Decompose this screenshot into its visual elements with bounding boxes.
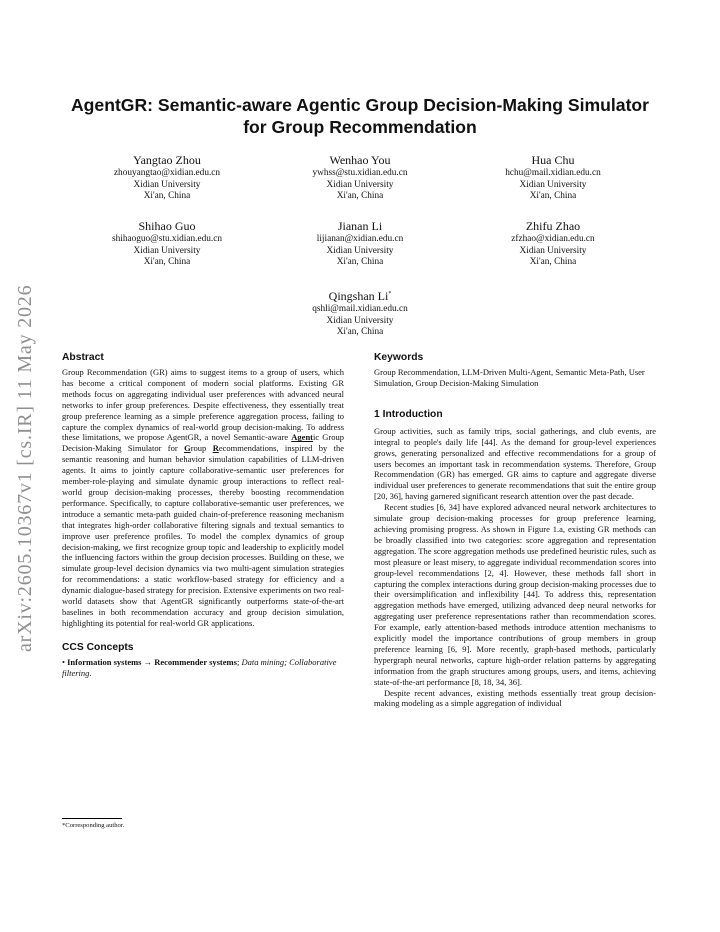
intro-paragraph: Recent studies [6, 34] have explored advanced neural network architectures to simulate group decision-making processes for group preference learning, achieving promising progress. As shown in Figure 1.a, existing GR methods can be broadly classified into two categories: score aggregation and representation aggregation. The score aggregation methods use predefined heuristic rules, such as most pleasure or least misery, to aggregate individual recommendation scores into group-level recommendations [2, 4]. However, these methods fall short in capturing the complex interactions during group decision-making processes due to their oversimplification and inflexibility [44]. To address this, representation aggregation methods have emerged, utilizing advanced deep neural networks for aggregating user preference representations rather than recommendation scores. For example, early attention-based methods introduce attention mechanisms to explicitly model the importance contributions of group members in group preference learning [6, 9]. More recently, graph-based methods, particularly hypergraph neural networks, capture high-order relation patterns by aggregating information from the graph structures among groups, users, and items, achieving state-of-the-art performance [8, 18, 34, 36]. (374, 502, 656, 687)
author-affiliation: Xidian University (519, 179, 587, 190)
author-affiliation: Xidian University (326, 245, 394, 256)
author-email: shihaoguo@stu.xidian.edu.cn (111, 234, 223, 244)
author-location: Xi'an, China (529, 191, 577, 201)
author-name: Jianan Li (337, 219, 383, 233)
author-block (453, 152, 653, 203)
intro-paragraph: Group activities, such as family trips, social gatherings, and club events, are integral to people's daily life [44]. As the demand for group-level experiences grows, generating personalized and effective recommendations for a group of users becomes an important task in recommendation systems. Therefore, Group Recommendation (GR) has emerged. GR aims to capture and aggregate diverse individual user preferences to generate recommendations that suit the entire group [20, 36], having garnered significant research attention over the past decade. (374, 425, 656, 502)
author-location: Xi'an, China (336, 327, 384, 337)
abstract-heading: Abstract (62, 352, 104, 363)
abstract-underline: G (184, 443, 191, 454)
ccs-bold: Information systems → Recommender systems (67, 656, 237, 667)
ccs-italic: Data mining; Collaborative filtering (62, 656, 337, 678)
author-name: Shihao Guo (138, 219, 196, 233)
author-location: Xi'an, China (336, 191, 384, 201)
author-email: zhouyangtao@xidian.edu.cn (113, 168, 221, 178)
author-email: lijianan@xidian.edu.cn (316, 234, 404, 244)
keywords-text: Group Recommendation, LLM-Driven Multi-Agent, Semantic Meta-Path, User Simulation, Group Decision-Making Simulation (374, 367, 645, 388)
author-affiliation: Xidian University (133, 179, 201, 190)
author-location: Xi'an, China (143, 191, 191, 201)
keywords-heading: Keywords (374, 352, 424, 363)
right-column (374, 351, 656, 709)
author-email: zfzhao@xidian.edu.cn (511, 234, 595, 244)
ccs-separator: ; (236, 656, 242, 667)
abstract-part: ecommendations, inspired by the semantic reasoning and human behavior simulation capabilities of LLM-driven agents. It aims to jointly capture collaborative-semantic user preferences for member-role-playing and simulate dynamic group interactions to reflect real-world group decision-making processes, thereby boosting recommendation performance. Specifically, to capture collaborative-semantic user preferences, we introduce a semantic meta-path guided chain-of-preference reasoning mechanism that integrates high-order collaborative filtering signals and textual semantics to improve user preference profiles. To model the complex dynamics of group decision-making, we first recognize group topic and leadership to explicitly model the influencing factors within the group decision processes. Building on these, we simulate group-level decision dynamics via two multi-agent simulation strategies for recommendations: a static workflow-based strategy for efficiency and a dynamic dialogue-based strategy for precision. Extensive experiments on two real-world datasets show that AgentGR significantly outperforms state-of-the-art baselines in both recommendation accuracy and group decision simulation, highlighting its potential for real-world GR applications. (62, 443, 344, 628)
abstract-text (62, 367, 344, 629)
author-block (260, 152, 460, 203)
author-block (260, 286, 460, 339)
abstract-part: roup (190, 443, 213, 454)
footnote-rule (62, 818, 122, 819)
left-column (62, 351, 344, 679)
author-location: Xi'an, China (529, 257, 577, 267)
author-affiliation: Xidian University (133, 245, 201, 256)
ccs-bullet: • (62, 656, 65, 667)
author-email: ywhss@stu.xidian.edu.cn (312, 168, 408, 178)
corresponding-mark: * (388, 291, 392, 297)
author-name: Zhifu Zhao (525, 219, 581, 233)
footnote: *Corresponding author. (62, 822, 125, 829)
author-email: hchu@mail.xidian.edu.cn (505, 168, 601, 178)
ccs-end: . (89, 667, 92, 678)
author-name (260, 286, 460, 304)
abstract-part: Group Recommendation (GR) aims to suggest items to a group of users, which has become a critical component of modern social platforms. Existing GR methods focus on aggregating individual user preferences with advanced neural networks to infer group preferences. Despite effectiveness, they essentially treat group preference learning as a simple preference aggregation process, failing to capture the complex dynamics of real-world group decision-making. To address these limitations, we propose AgentGR, a novel Semantic-aware (62, 367, 344, 443)
author-location: Xi'an, China (143, 257, 191, 267)
intro-paragraph: Despite recent advances, existing methods essentially treat group decision-making modeling as a simple aggregation of individual (374, 687, 656, 709)
author-affiliation: Xidian University (326, 315, 394, 326)
author-email: qshli@mail.xidian.edu.cn (312, 304, 408, 314)
author-name: Yangtao Zhou (133, 153, 201, 167)
ccs-heading: CCS Concepts (62, 641, 134, 653)
paper-title: AgentGR: Semantic-aware Agentic Group Decision-Making Simulator for Group Recommendation (70, 95, 650, 137)
author-location: Xi'an, China (336, 257, 384, 267)
abstract-part: ic Group Decision-Making Simulator for (62, 432, 344, 454)
introduction-heading: 1 Introduction (374, 408, 443, 420)
author-affiliation: Xidian University (519, 245, 587, 256)
author-block (67, 152, 267, 203)
author-block (67, 218, 267, 269)
author-block (260, 218, 460, 269)
author-name: Wenhao You (329, 153, 391, 167)
author-name: Hua Chu (531, 153, 575, 167)
abstract-underline: R (212, 443, 219, 454)
arxiv-stamp: arXiv:2605.10367v1 [cs.IR] 11 May 2026 (14, 284, 36, 652)
author-block (453, 218, 653, 269)
author-affiliation: Xidian University (326, 179, 394, 190)
author-name-text: Qingshan Li (328, 289, 389, 303)
abstract-underline: Agent (291, 432, 314, 443)
ccs-text (62, 657, 344, 679)
